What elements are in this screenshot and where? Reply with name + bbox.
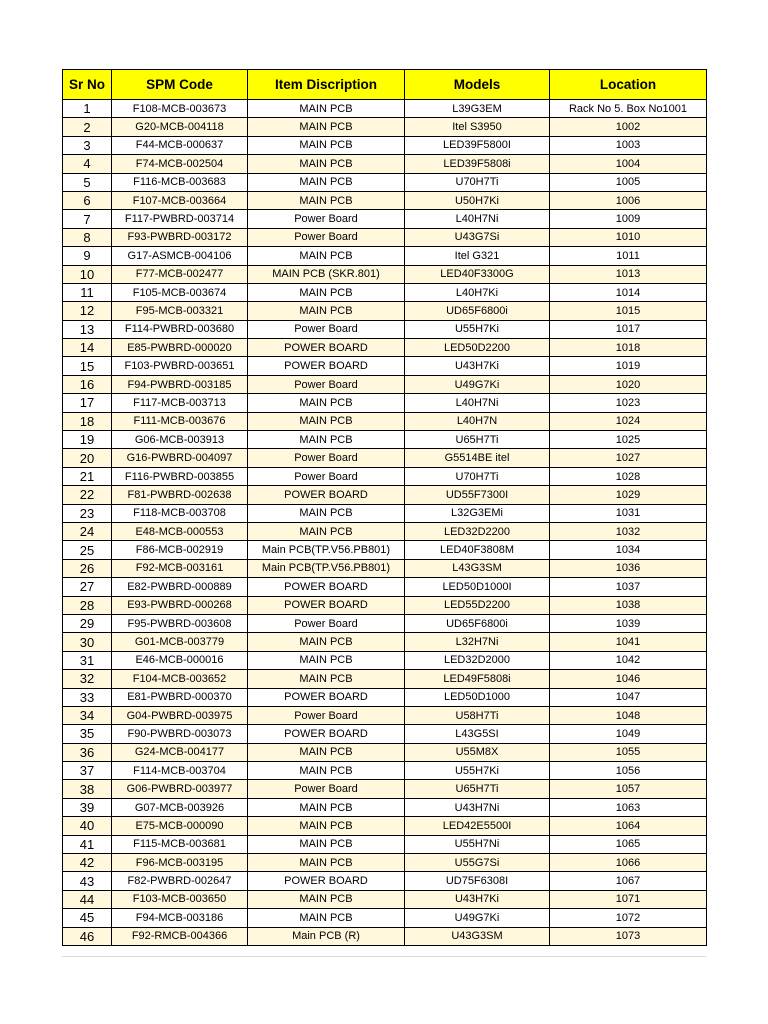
cell-sr-no: 11 xyxy=(63,283,112,301)
cell-models: L40H7Ki xyxy=(405,283,550,301)
cell-models: U55H7Ni xyxy=(405,835,550,853)
cell-item-description: MAIN PCB xyxy=(248,743,405,761)
cell-location: 1006 xyxy=(550,191,707,209)
cell-spm-code: F114-MCB-003704 xyxy=(112,762,248,780)
cell-item-description: MAIN PCB xyxy=(248,431,405,449)
cell-sr-no: 33 xyxy=(63,688,112,706)
cell-models: U65H7Ti xyxy=(405,780,550,798)
table-row xyxy=(63,320,707,338)
cell-location: 1055 xyxy=(550,743,707,761)
cell-models: LED39F5800I xyxy=(405,136,550,154)
cell-item-description: MAIN PCB xyxy=(248,633,405,651)
cell-models: LED49F5808i xyxy=(405,670,550,688)
cell-models: U43H7Ni xyxy=(405,798,550,816)
cell-spm-code: G20-MCB-004118 xyxy=(112,118,248,136)
cell-sr-no: 31 xyxy=(63,651,112,669)
cell-models: U43G7Si xyxy=(405,228,550,246)
table-row xyxy=(63,467,707,485)
cell-location: 1067 xyxy=(550,872,707,890)
cell-sr-no: 29 xyxy=(63,614,112,632)
cell-item-description: POWER BOARD xyxy=(248,725,405,743)
table-row xyxy=(63,191,707,209)
header-location: Location xyxy=(550,70,707,100)
cell-location: 1036 xyxy=(550,559,707,577)
cell-location: 1064 xyxy=(550,817,707,835)
cell-spm-code: E85-PWBRD-000020 xyxy=(112,339,248,357)
cell-models: U55M8X xyxy=(405,743,550,761)
table-row xyxy=(63,136,707,154)
header-sr-no: Sr No xyxy=(63,70,112,100)
cell-models: U43H7Ki xyxy=(405,890,550,908)
cell-spm-code: F103-PWBRD-003651 xyxy=(112,357,248,375)
cell-spm-code: F93-PWBRD-003172 xyxy=(112,228,248,246)
cell-location: 1073 xyxy=(550,927,707,945)
cell-sr-no: 17 xyxy=(63,394,112,412)
table-row xyxy=(63,780,707,798)
cell-sr-no: 22 xyxy=(63,486,112,504)
cell-spm-code: F108-MCB-003673 xyxy=(112,100,248,118)
cell-sr-no: 5 xyxy=(63,173,112,191)
cell-models: G5514BE itel xyxy=(405,449,550,467)
cell-item-description: MAIN PCB xyxy=(248,798,405,816)
cell-item-description: MAIN PCB xyxy=(248,118,405,136)
cell-sr-no: 18 xyxy=(63,412,112,430)
cell-spm-code: F90-PWBRD-003073 xyxy=(112,725,248,743)
cell-sr-no: 43 xyxy=(63,872,112,890)
cell-models: LED50D1000 xyxy=(405,688,550,706)
cell-models: U70H7Ti xyxy=(405,173,550,191)
table-row xyxy=(63,706,707,724)
cell-sr-no: 46 xyxy=(63,927,112,945)
cell-item-description: POWER BOARD xyxy=(248,688,405,706)
cell-models: U49G7Ki xyxy=(405,909,550,927)
cell-item-description: MAIN PCB xyxy=(248,817,405,835)
table-row xyxy=(63,283,707,301)
cell-location: 1018 xyxy=(550,339,707,357)
cell-location: 1032 xyxy=(550,522,707,540)
table-row xyxy=(63,633,707,651)
cell-models: U50H7Ki xyxy=(405,191,550,209)
cell-item-description: Power Board xyxy=(248,375,405,393)
cell-item-description: POWER BOARD xyxy=(248,578,405,596)
cell-models: LED39F5808i xyxy=(405,155,550,173)
cell-models: UD65F6800i xyxy=(405,302,550,320)
cell-sr-no: 27 xyxy=(63,578,112,596)
cell-models: LED40F3300G xyxy=(405,265,550,283)
cell-location: 1024 xyxy=(550,412,707,430)
cell-sr-no: 28 xyxy=(63,596,112,614)
cell-item-description: MAIN PCB xyxy=(248,247,405,265)
cell-item-description: MAIN PCB xyxy=(248,155,405,173)
cell-models: L32H7Ni xyxy=(405,633,550,651)
cell-spm-code: F103-MCB-003650 xyxy=(112,890,248,908)
table-row xyxy=(63,431,707,449)
cell-spm-code: F44-MCB-000637 xyxy=(112,136,248,154)
cell-item-description: MAIN PCB xyxy=(248,522,405,540)
cell-spm-code: F95-PWBRD-003608 xyxy=(112,614,248,632)
cell-spm-code: G06-MCB-003913 xyxy=(112,431,248,449)
cell-sr-no: 12 xyxy=(63,302,112,320)
cell-models: LED55D2200 xyxy=(405,596,550,614)
cell-item-description: MAIN PCB xyxy=(248,670,405,688)
cell-models: LED32D2200 xyxy=(405,522,550,540)
cell-models: Itel G321 xyxy=(405,247,550,265)
cell-sr-no: 13 xyxy=(63,320,112,338)
cell-sr-no: 35 xyxy=(63,725,112,743)
table-row xyxy=(63,651,707,669)
cell-spm-code: F104-MCB-003652 xyxy=(112,670,248,688)
table-row xyxy=(63,743,707,761)
cell-spm-code: F82-PWBRD-002647 xyxy=(112,872,248,890)
cell-item-description: Power Board xyxy=(248,614,405,632)
cell-location: 1027 xyxy=(550,449,707,467)
cell-spm-code: F116-PWBRD-003855 xyxy=(112,467,248,485)
cell-location: 1025 xyxy=(550,431,707,449)
table-row xyxy=(63,559,707,577)
cell-sr-no: 24 xyxy=(63,522,112,540)
table-row xyxy=(63,817,707,835)
table-row xyxy=(63,688,707,706)
cell-item-description: MAIN PCB xyxy=(248,302,405,320)
cell-spm-code: F86-MCB-002919 xyxy=(112,541,248,559)
cell-location: 1011 xyxy=(550,247,707,265)
cell-location: 1019 xyxy=(550,357,707,375)
cell-item-description: MAIN PCB xyxy=(248,504,405,522)
cell-models: UD65F6800i xyxy=(405,614,550,632)
table-row xyxy=(63,486,707,504)
cell-spm-code: E46-MCB-000016 xyxy=(112,651,248,669)
table-row xyxy=(63,228,707,246)
cell-item-description: MAIN PCB xyxy=(248,890,405,908)
table-row xyxy=(63,375,707,393)
cell-location: 1005 xyxy=(550,173,707,191)
table-row xyxy=(63,173,707,191)
cell-item-description: Power Board xyxy=(248,449,405,467)
cell-sr-no: 23 xyxy=(63,504,112,522)
table-row xyxy=(63,412,707,430)
cell-sr-no: 30 xyxy=(63,633,112,651)
table-row xyxy=(63,670,707,688)
cell-spm-code: F96-MCB-003195 xyxy=(112,854,248,872)
cell-spm-code: F115-MCB-003681 xyxy=(112,835,248,853)
cell-item-description: MAIN PCB xyxy=(248,835,405,853)
cell-location: 1014 xyxy=(550,283,707,301)
cell-spm-code: F77-MCB-002477 xyxy=(112,265,248,283)
cell-models: U55G7Si xyxy=(405,854,550,872)
cell-models: Itel S3950 xyxy=(405,118,550,136)
header-models: Models xyxy=(405,70,550,100)
cell-location: 1013 xyxy=(550,265,707,283)
cell-sr-no: 21 xyxy=(63,467,112,485)
cell-sr-no: 34 xyxy=(63,706,112,724)
cell-spm-code: G01-MCB-003779 xyxy=(112,633,248,651)
cell-sr-no: 41 xyxy=(63,835,112,853)
cell-location: 1065 xyxy=(550,835,707,853)
cell-spm-code: F111-MCB-003676 xyxy=(112,412,248,430)
cell-spm-code: F92-MCB-003161 xyxy=(112,559,248,577)
cell-item-description: MAIN PCB xyxy=(248,394,405,412)
cell-location: 1015 xyxy=(550,302,707,320)
cell-models: L32G3EMi xyxy=(405,504,550,522)
header-spm-code: SPM Code xyxy=(112,70,248,100)
cell-item-description: MAIN PCB xyxy=(248,173,405,191)
table-row xyxy=(63,100,707,118)
cell-sr-no: 42 xyxy=(63,854,112,872)
cell-sr-no: 3 xyxy=(63,136,112,154)
cell-item-description: MAIN PCB xyxy=(248,854,405,872)
cell-spm-code: F95-MCB-003321 xyxy=(112,302,248,320)
cell-location: 1041 xyxy=(550,633,707,651)
cell-spm-code: E75-MCB-000090 xyxy=(112,817,248,835)
cell-sr-no: 20 xyxy=(63,449,112,467)
table-body xyxy=(63,100,707,946)
table-row xyxy=(63,394,707,412)
table-row xyxy=(63,614,707,632)
cell-sr-no: 44 xyxy=(63,890,112,908)
cell-spm-code: G04-PWBRD-003975 xyxy=(112,706,248,724)
cell-location: 1020 xyxy=(550,375,707,393)
cell-location: 1066 xyxy=(550,854,707,872)
cell-models: U49G7Ki xyxy=(405,375,550,393)
cell-models: LED40F3808M xyxy=(405,541,550,559)
cell-sr-no: 4 xyxy=(63,155,112,173)
table-row xyxy=(63,247,707,265)
cell-item-description: Power Board xyxy=(248,320,405,338)
cell-sr-no: 8 xyxy=(63,228,112,246)
cell-spm-code: F94-PWBRD-003185 xyxy=(112,375,248,393)
cell-models: U70H7Ti xyxy=(405,467,550,485)
table-row xyxy=(63,596,707,614)
cell-models: L40H7N xyxy=(405,412,550,430)
cell-spm-code: G16-PWBRD-004097 xyxy=(112,449,248,467)
cell-item-description: MAIN PCB xyxy=(248,412,405,430)
cell-location: 1009 xyxy=(550,210,707,228)
table-row xyxy=(63,210,707,228)
cell-spm-code: F117-PWBRD-003714 xyxy=(112,210,248,228)
cell-location: 1057 xyxy=(550,780,707,798)
table-row xyxy=(63,155,707,173)
table-row xyxy=(63,302,707,320)
table-row xyxy=(63,725,707,743)
table-header xyxy=(63,70,707,100)
cell-location: 1017 xyxy=(550,320,707,338)
cell-sr-no: 19 xyxy=(63,431,112,449)
cell-sr-no: 25 xyxy=(63,541,112,559)
cell-location: 1047 xyxy=(550,688,707,706)
cell-location: 1034 xyxy=(550,541,707,559)
cell-spm-code: F117-MCB-003713 xyxy=(112,394,248,412)
table-row xyxy=(63,854,707,872)
cell-item-description: Power Board xyxy=(248,228,405,246)
cell-models: U55H7Ki xyxy=(405,762,550,780)
cell-models: LED32D2000 xyxy=(405,651,550,669)
cell-item-description: Power Board xyxy=(248,780,405,798)
cell-sr-no: 9 xyxy=(63,247,112,265)
cell-location: Rack No 5. Box No1001 xyxy=(550,100,707,118)
cell-spm-code: F92-RMCB-004366 xyxy=(112,927,248,945)
table-row xyxy=(63,578,707,596)
cell-sr-no: 10 xyxy=(63,265,112,283)
cell-spm-code: F94-MCB-003186 xyxy=(112,909,248,927)
cell-location: 1056 xyxy=(550,762,707,780)
cell-models: L40H7Ni xyxy=(405,210,550,228)
cell-sr-no: 32 xyxy=(63,670,112,688)
cell-sr-no: 40 xyxy=(63,817,112,835)
cell-item-description: MAIN PCB (SKR.801) xyxy=(248,265,405,283)
cell-spm-code: F116-MCB-003683 xyxy=(112,173,248,191)
cell-location: 1071 xyxy=(550,890,707,908)
cell-sr-no: 45 xyxy=(63,909,112,927)
cell-spm-code: G24-MCB-004177 xyxy=(112,743,248,761)
table-row xyxy=(63,339,707,357)
cell-item-description: Power Board xyxy=(248,706,405,724)
cell-location: 1072 xyxy=(550,909,707,927)
table-row xyxy=(63,762,707,780)
cell-location: 1029 xyxy=(550,486,707,504)
cell-sr-no: 26 xyxy=(63,559,112,577)
cell-models: U43H7Ki xyxy=(405,357,550,375)
cell-spm-code: G17-ASMCB-004106 xyxy=(112,247,248,265)
table-row xyxy=(63,118,707,136)
cell-location: 1031 xyxy=(550,504,707,522)
cell-item-description: Main PCB(TP.V56.PB801) xyxy=(248,541,405,559)
cell-location: 1003 xyxy=(550,136,707,154)
table-row xyxy=(63,890,707,908)
cell-item-description: MAIN PCB xyxy=(248,909,405,927)
cell-models: LED50D1000I xyxy=(405,578,550,596)
cell-sr-no: 6 xyxy=(63,191,112,209)
cell-item-description: MAIN PCB xyxy=(248,762,405,780)
cell-item-description: Main PCB(TP.V56.PB801) xyxy=(248,559,405,577)
table-row xyxy=(63,522,707,540)
cell-spm-code: F105-MCB-003674 xyxy=(112,283,248,301)
cell-models: L40H7Ni xyxy=(405,394,550,412)
cell-location: 1004 xyxy=(550,155,707,173)
table-row xyxy=(63,835,707,853)
cell-location: 1010 xyxy=(550,228,707,246)
cell-spm-code: F118-MCB-003708 xyxy=(112,504,248,522)
cell-location: 1039 xyxy=(550,614,707,632)
cell-spm-code: F74-MCB-002504 xyxy=(112,155,248,173)
cell-models: LED50D2200 xyxy=(405,339,550,357)
cell-spm-code: E81-PWBRD-000370 xyxy=(112,688,248,706)
cell-location: 1046 xyxy=(550,670,707,688)
table-row xyxy=(63,504,707,522)
inventory-table xyxy=(62,69,707,946)
cell-item-description: POWER BOARD xyxy=(248,596,405,614)
cell-spm-code: E48-MCB-000553 xyxy=(112,522,248,540)
cell-spm-code: E93-PWBRD-000268 xyxy=(112,596,248,614)
cell-sr-no: 14 xyxy=(63,339,112,357)
cell-models: L39G3EM xyxy=(405,100,550,118)
cell-sr-no: 38 xyxy=(63,780,112,798)
cell-item-description: MAIN PCB xyxy=(248,100,405,118)
cell-spm-code: F81-PWBRD-002638 xyxy=(112,486,248,504)
cell-models: U43G3SM xyxy=(405,927,550,945)
cell-models: U65H7Ti xyxy=(405,431,550,449)
table-row xyxy=(63,927,707,945)
cell-item-description: MAIN PCB xyxy=(248,136,405,154)
cell-location: 1023 xyxy=(550,394,707,412)
cell-item-description: MAIN PCB xyxy=(248,651,405,669)
cell-item-description: Power Board xyxy=(248,210,405,228)
cell-item-description: POWER BOARD xyxy=(248,486,405,504)
cell-location: 1037 xyxy=(550,578,707,596)
cell-item-description: Main PCB (R) xyxy=(248,927,405,945)
header-item-description: Item Discription xyxy=(248,70,405,100)
cell-sr-no: 37 xyxy=(63,762,112,780)
cell-models: L43G3SM xyxy=(405,559,550,577)
cell-item-description: POWER BOARD xyxy=(248,339,405,357)
cell-sr-no: 2 xyxy=(63,118,112,136)
cell-spm-code: G07-MCB-003926 xyxy=(112,798,248,816)
cell-location: 1002 xyxy=(550,118,707,136)
cell-location: 1028 xyxy=(550,467,707,485)
table-row xyxy=(63,798,707,816)
table-row xyxy=(63,872,707,890)
cell-spm-code: G06-PWBRD-003977 xyxy=(112,780,248,798)
table-row xyxy=(63,909,707,927)
cell-sr-no: 36 xyxy=(63,743,112,761)
cell-sr-no: 39 xyxy=(63,798,112,816)
cell-models: U55H7Ki xyxy=(405,320,550,338)
cell-spm-code: E82-PWBRD-000889 xyxy=(112,578,248,596)
cell-location: 1038 xyxy=(550,596,707,614)
cell-location: 1048 xyxy=(550,706,707,724)
bottom-rule xyxy=(62,956,706,957)
cell-item-description: POWER BOARD xyxy=(248,872,405,890)
cell-item-description: Power Board xyxy=(248,467,405,485)
cell-sr-no: 7 xyxy=(63,210,112,228)
cell-models: LED42E5500I xyxy=(405,817,550,835)
cell-item-description: MAIN PCB xyxy=(248,283,405,301)
cell-item-description: POWER BOARD xyxy=(248,357,405,375)
cell-location: 1042 xyxy=(550,651,707,669)
cell-sr-no: 16 xyxy=(63,375,112,393)
table-row xyxy=(63,541,707,559)
cell-location: 1049 xyxy=(550,725,707,743)
cell-models: UD75F6308I xyxy=(405,872,550,890)
table-row xyxy=(63,265,707,283)
cell-models: UD55F7300I xyxy=(405,486,550,504)
header-row xyxy=(63,70,707,100)
cell-sr-no: 1 xyxy=(63,100,112,118)
table-row xyxy=(63,357,707,375)
cell-sr-no: 15 xyxy=(63,357,112,375)
cell-spm-code: F114-PWBRD-003680 xyxy=(112,320,248,338)
cell-spm-code: F107-MCB-003664 xyxy=(112,191,248,209)
table-row xyxy=(63,449,707,467)
cell-models: L43G5SI xyxy=(405,725,550,743)
cell-models: U58H7Ti xyxy=(405,706,550,724)
cell-location: 1063 xyxy=(550,798,707,816)
cell-item-description: MAIN PCB xyxy=(248,191,405,209)
